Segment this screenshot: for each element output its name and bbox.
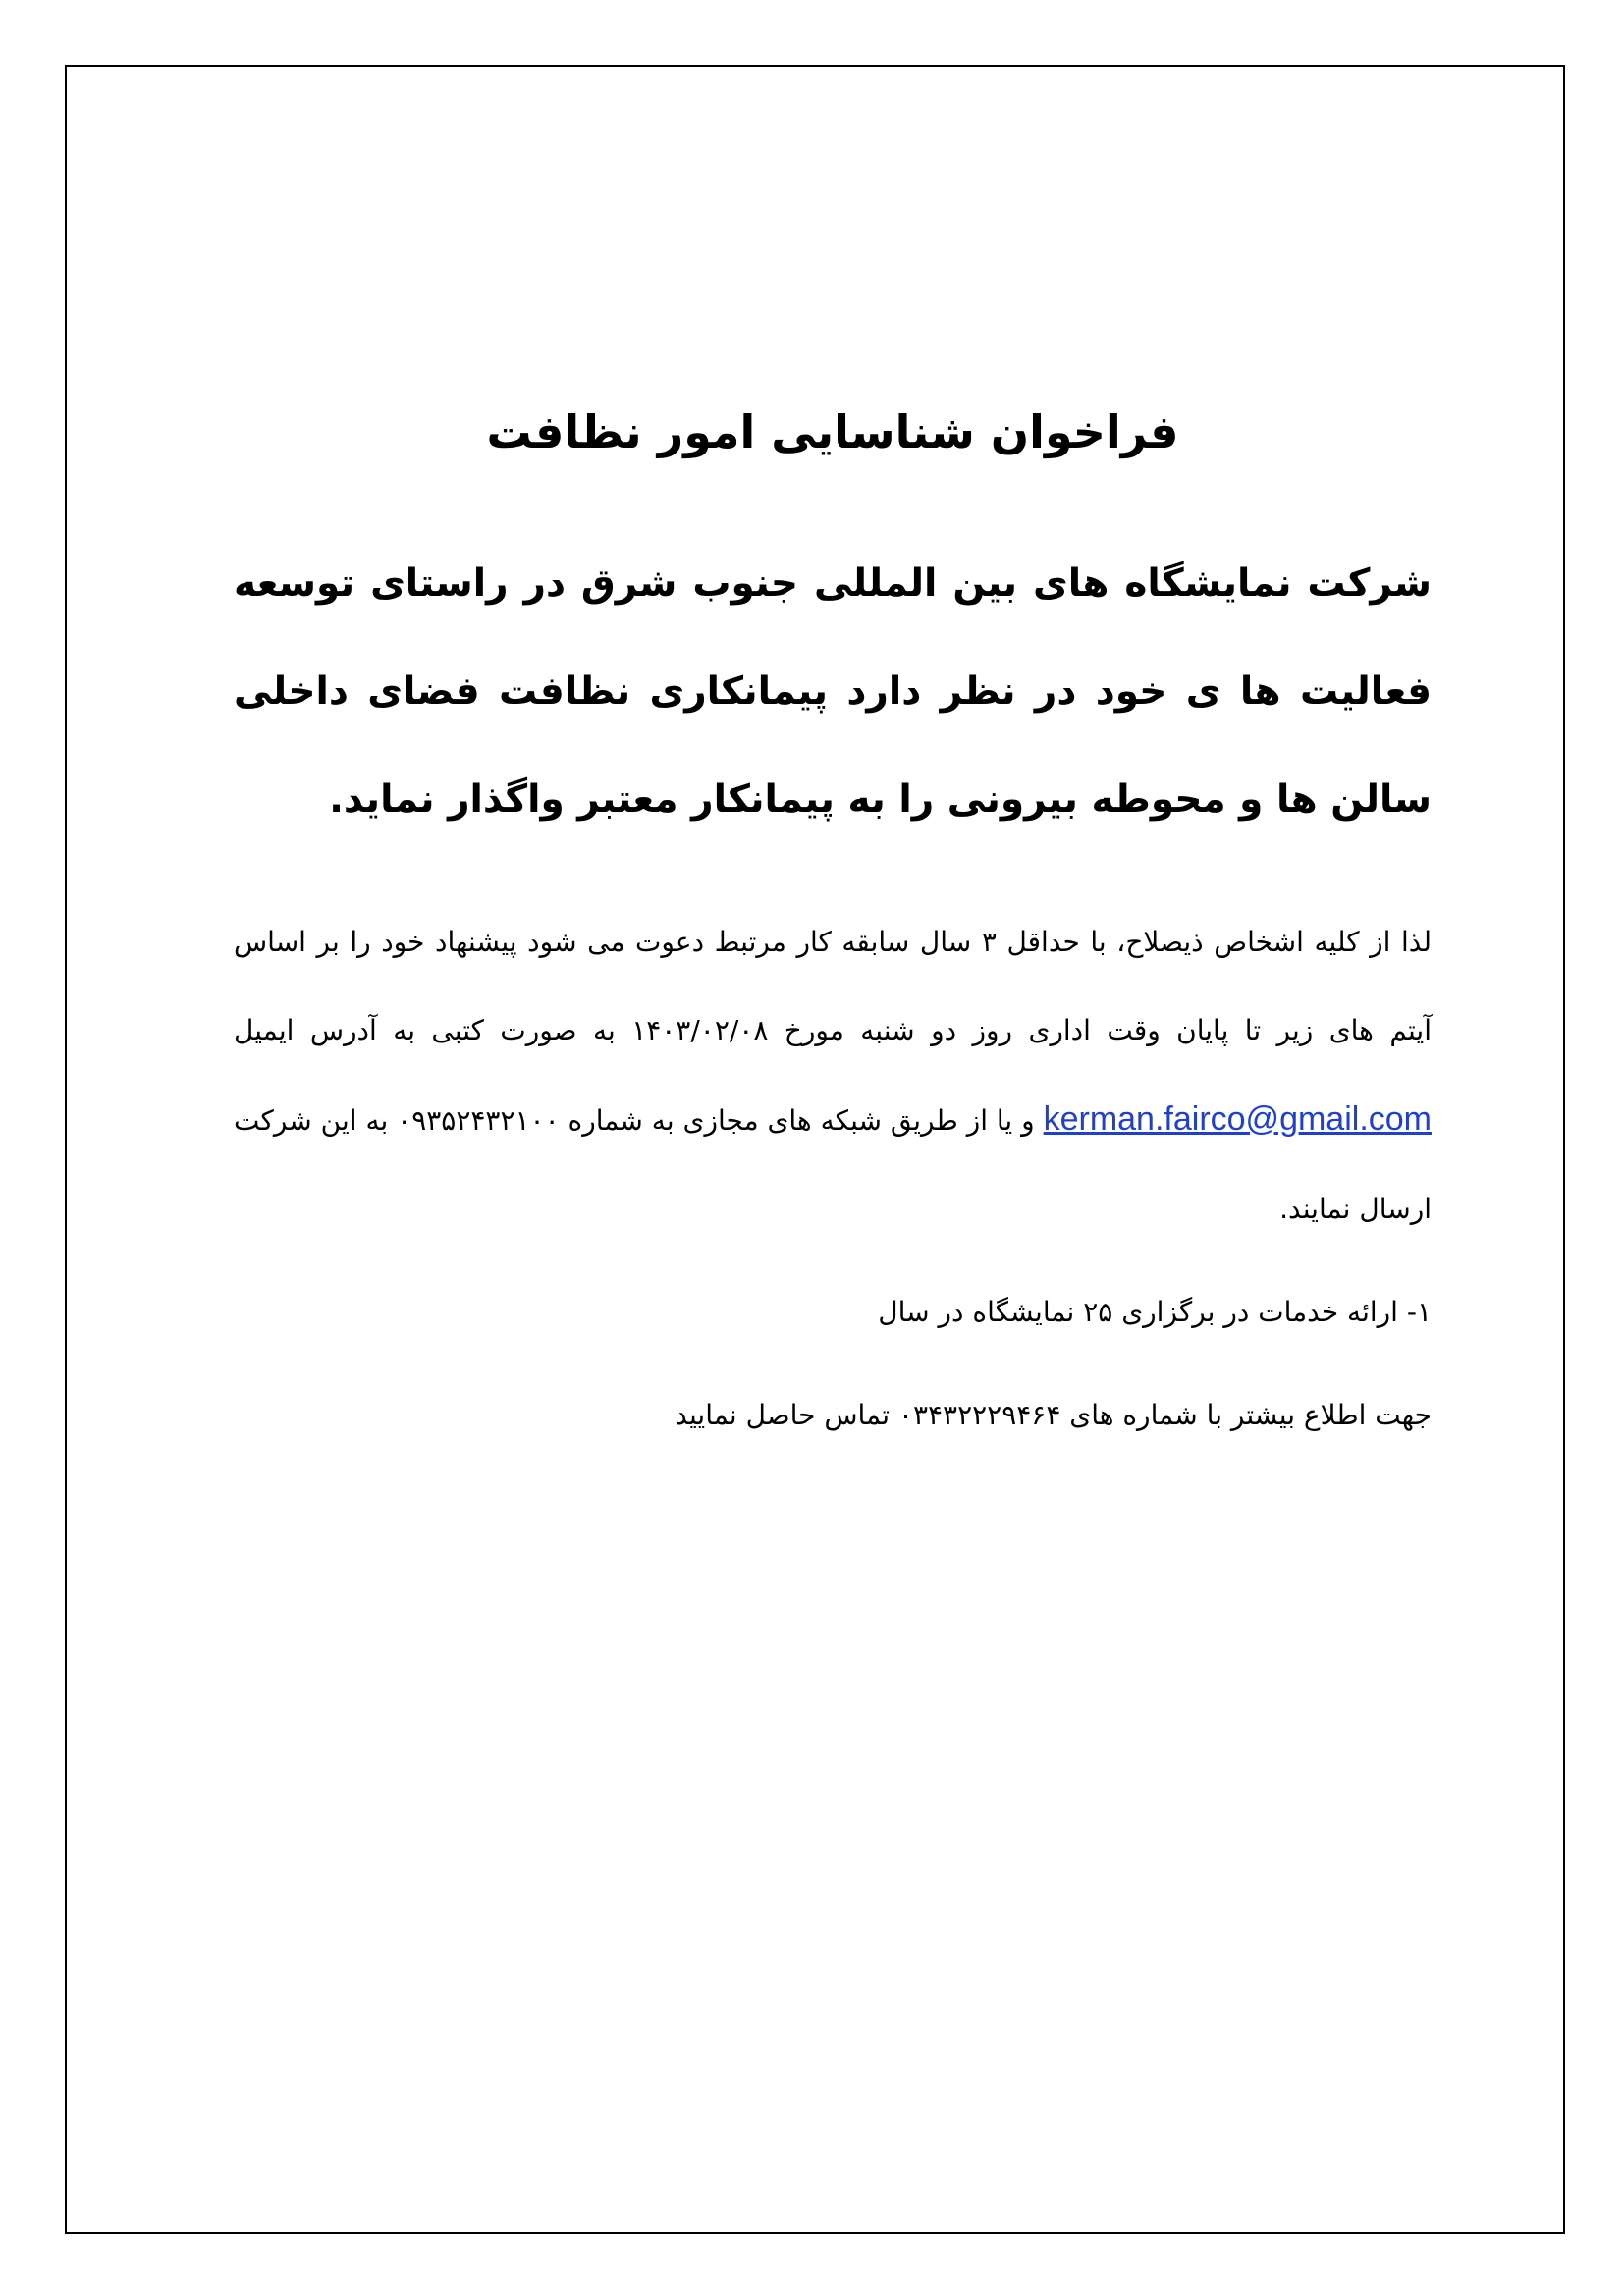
contact-line: جهت اطلاع بیشتر با شماره های ۰۳۴۳۲۲۲۹۴۶۴ تماس حاصل نمایید xyxy=(675,1399,1432,1431)
intro-paragraph: شرکت نمایشگاه های بین المللی جنوب شرق در راستای توسعه فعالیت ها ی خود در نظر دارد پیمانکاری نظافت فضای داخلی سالن ها و محوطه بیرونی را به پیمانکار معتبر واگذار نماید. xyxy=(234,561,1432,822)
body-text-before-email: لذا از کلیه اشخاص ذیصلاح، با حداقل ۳ سال سابقه کار مرتبط دعوت می شود پیشنهاد خود را بر اساس آیتم های زیر تا پایان وقت اداری روز دو شنبه مورخ ۱۴۰۳/۰۲/۰۸ به صورت کتبی به آدرس ایمیل xyxy=(234,926,1433,1046)
body-paragraph xyxy=(234,898,1432,1254)
email-link[interactable]: kerman.fairco@gmail.com xyxy=(1043,1100,1432,1138)
page-title: فراخوان شناسایی امور نظافت xyxy=(486,405,1179,458)
list-item-1: ۱- ارائه خدمات در برگزاری ۲۵ نمایشگاه در سال xyxy=(878,1296,1432,1328)
body-text-after-email: و یا از طریق شبکه های مجازی به شماره ۰۹۳۵۲۴۳۲۱۰۰ به این شرکت ارسال نمایند. xyxy=(234,1104,1432,1225)
announcement-content xyxy=(234,393,1432,1445)
